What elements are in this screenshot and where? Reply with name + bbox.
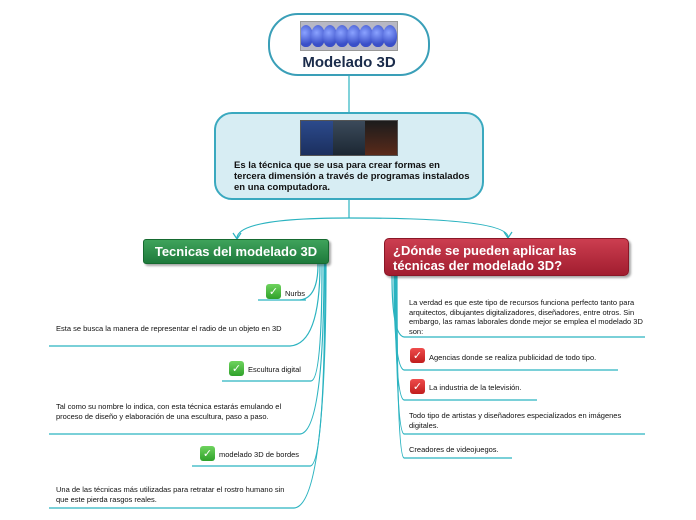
- checkmark-icon: ✓: [266, 284, 281, 299]
- right-item-agencias[interactable]: Agencias donde se realiza publicidad de todo tipo.: [429, 353, 597, 362]
- right-item-artistas[interactable]: Todo tipo de artistas y diseñadores especializados en imágenes digitales.: [409, 411, 622, 430]
- left-item-escultura-desc[interactable]: Tal como su nombre lo indica, con esta técnica estarás emulando el proceso de diseño y elaboración de una escultura, paso a paso.: [56, 402, 282, 421]
- left-item-escultura[interactable]: Escultura digital: [248, 365, 301, 374]
- left-item-bordes-desc[interactable]: Una de las técnicas más utilizadas para retratar el rostro humano sin que este pierda rasgos reales.: [56, 485, 285, 504]
- topic-aplicaciones[interactable]: ¿Dónde se pueden aplicar las técnicas der modelado 3D?: [384, 238, 629, 276]
- checkmark-icon: ✓: [410, 348, 425, 363]
- checkmark-icon: ✓: [200, 446, 215, 461]
- topic-tecnicas[interactable]: Tecnicas del modelado 3D: [143, 239, 329, 264]
- checkmark-icon: ✓: [229, 361, 244, 376]
- right-item-videojuegos[interactable]: Creadores de videojuegos.: [409, 445, 499, 454]
- 3d-figures-image: [300, 120, 398, 156]
- left-item-bordes[interactable]: modelado 3D de bordes: [219, 450, 300, 459]
- right-item-television[interactable]: La industria de la televisión.: [429, 383, 522, 392]
- right-item-intro[interactable]: La verdad es que este tipo de recursos funciona perfecto tanto para arquitectos, dibujantes digitalizadores, diseñadores, entre otros. Sin embargo, las ramas laborales donde mejor se emplea el modelado 3D son:: [409, 298, 643, 336]
- definition-text: Es la técnica que se usa para crear formas en tercera dimensión a través de programas instalados en una computadora.: [234, 160, 470, 193]
- central-title: Modelado 3D: [302, 54, 396, 71]
- left-item-nurbs[interactable]: Nurbs: [285, 289, 306, 298]
- checkmark-icon: ✓: [410, 379, 425, 394]
- left-item-nurbs-desc[interactable]: Esta se busca la manera de representar el radio de un objeto en 3D: [56, 324, 282, 333]
- heads-image: [300, 21, 398, 51]
